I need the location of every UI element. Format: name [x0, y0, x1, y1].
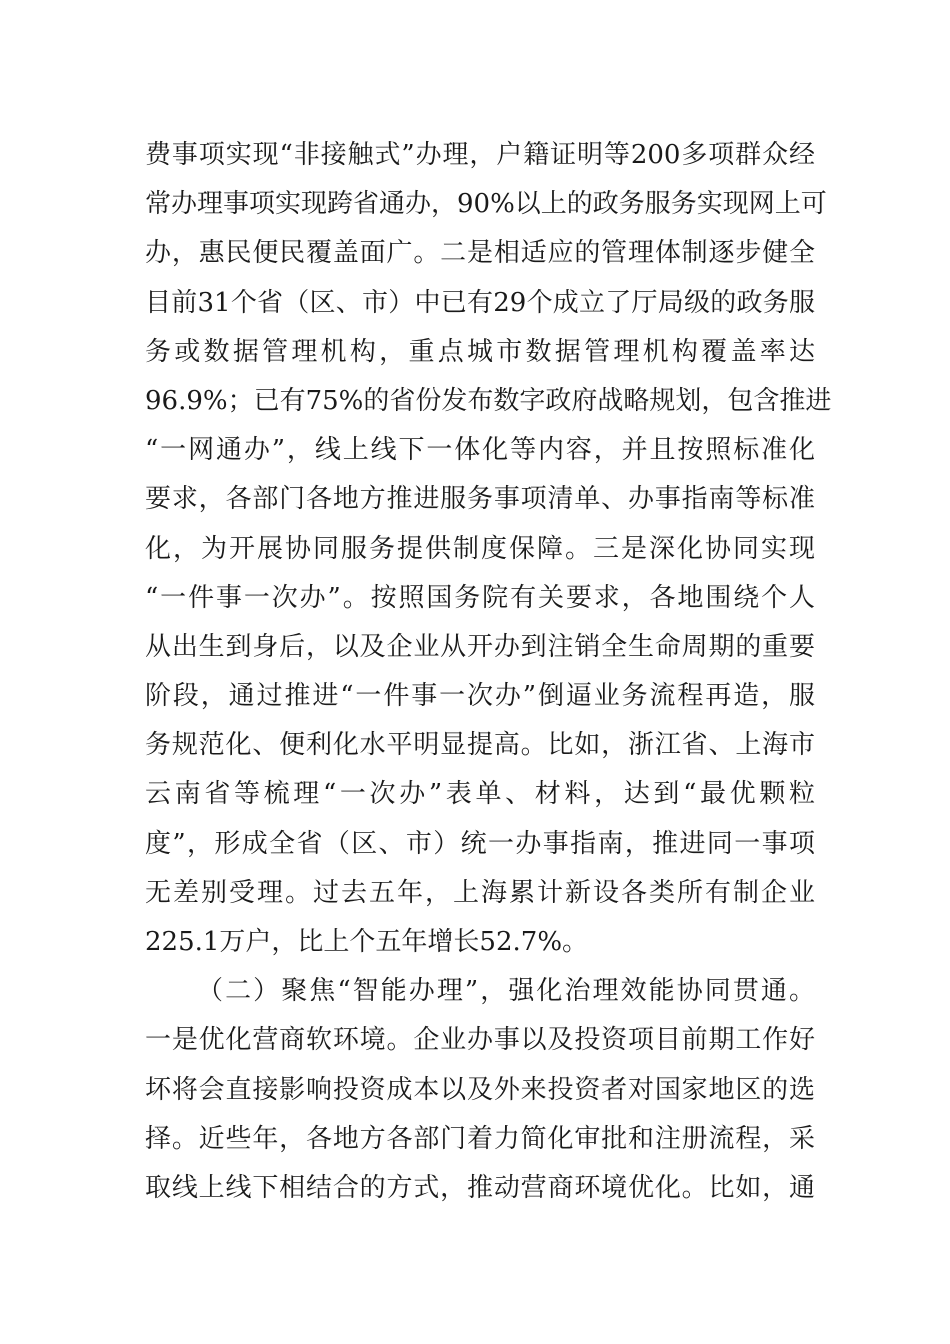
text-line: 目前31个省（区、市）中已有29个成立了厅局级的政务服 — [145, 287, 815, 318]
text-line: 要求，各部门各地方推进服务事项清单、办事指南等标准 — [145, 484, 815, 515]
text-line: 取线上线下相结合的方式，推动营商环境优化。比如，通 — [145, 1172, 815, 1203]
text-line: 费事项实现“非接触式”办理，户籍证明等200多项群众经 — [145, 140, 815, 170]
text-line: “一网通办”，线上线下一体化等内容，并且按照标准化 — [145, 435, 815, 466]
text-line: 无差别受理。过去五年，上海累计新设各类所有制企业 — [145, 877, 815, 908]
text-line: 择。近些年，各地方各部门着力简化审批和注册流程，采 — [145, 1123, 815, 1154]
text-line: 常办理事项实现跨省通办，90%以上的政务服务实现网上可 — [145, 189, 827, 220]
text-line: 从出生到身后，以及企业从开办到注销全生命周期的重要 — [145, 631, 815, 662]
text-line: 办，惠民便民覆盖面广。二是相适应的管理体制逐步健全 — [145, 238, 815, 269]
text-line: 务或数据管理机构，重点城市数据管理机构覆盖率达 — [145, 336, 815, 367]
section-heading-line: （二）聚焦“智能办理”，强化治理效能协同贯通。 — [197, 976, 815, 1007]
body-text — [145, 131, 832, 1213]
text-line: 务规范化、便利化水平明显提高。比如，浙江省、上海市 — [145, 730, 815, 761]
text-line: 云南省等梳理“一次办”表单、材料，达到“最优颗粒 — [145, 779, 815, 810]
text-line: 96.9%；已有75%的省份发布数字政府战略规划，包含推进 — [145, 385, 832, 416]
text-line: 度”，形成全省（区、市）统一办事指南，推进同一事项 — [145, 828, 815, 859]
text-line: 化，为开展协同服务提供制度保障。三是深化协同实现 — [145, 533, 815, 564]
paragraph-end-line: 225.1万户，比上个五年增长52.7%。 — [145, 927, 589, 957]
text-line: 一是优化营商软环境。企业办事以及投资项目前期工作好 — [145, 1025, 815, 1056]
text-line: 阶段，通过推进“一件事一次办”倒逼业务流程再造，服 — [145, 681, 815, 712]
text-line: “一件事一次办”。按照国务院有关要求，各地围绕个人 — [145, 582, 815, 613]
text-line: 坏将会直接影响投资成本以及外来投资者对国家地区的选 — [145, 1074, 815, 1105]
